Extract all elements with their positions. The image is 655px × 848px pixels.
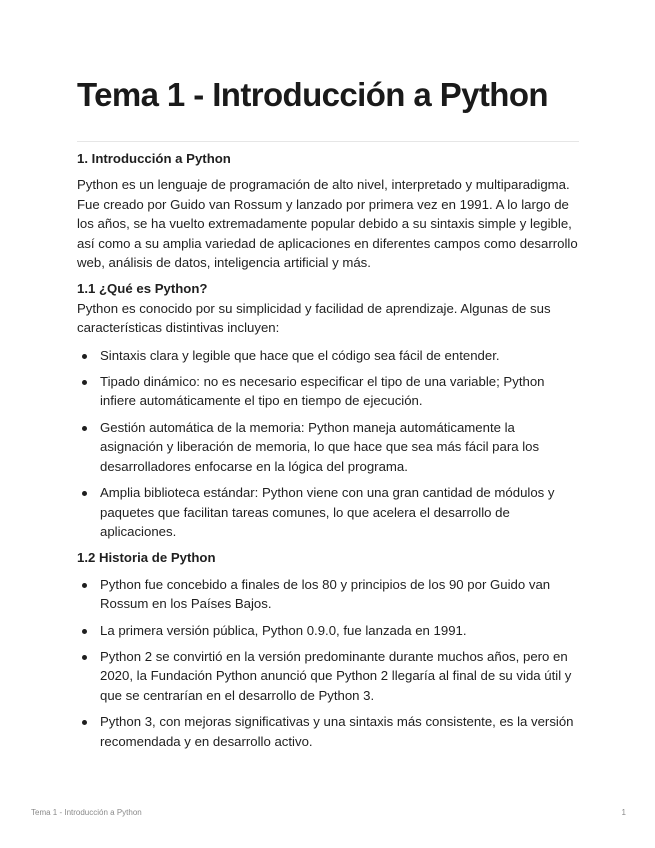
list-item: Gestión automática de la memoria: Python maneja automáticamente la asignación y liberación de memoria, lo que hace que sea más fácil para los desarrolladores enfocarse en la lógica del programa. bbox=[77, 418, 579, 476]
page-title: Tema 1 - Introducción a Python bbox=[77, 76, 548, 113]
list-item: Sintaxis clara y legible que hace que el código sea fácil de entender. bbox=[77, 346, 579, 365]
list-item: La primera versión pública, Python 0.9.0, fue lanzada en 1991. bbox=[77, 621, 579, 640]
list-item: Python 2 se convirtió en la versión predominante durante muchos años, pero en 2020, la Fundación Python anunció que Python 2 llegaría al final de su vida útil y que se centrarían en el desarrollo de Python 3. bbox=[77, 647, 579, 705]
section-1-1-list bbox=[77, 346, 579, 542]
section-1-1-heading: 1.1 ¿Qué es Python? bbox=[77, 281, 208, 297]
title-divider bbox=[77, 141, 579, 142]
footer-page-number: 1 bbox=[621, 808, 626, 817]
section-1-paragraph: Python es un lenguaje de programación de alto nivel, interpretado y multiparadigma. Fue creado por Guido van Rossum y lanzado por primera vez en 1991. A lo largo de los años, se ha vuelto extremadamente popular debido a su sintaxis simple y legible, así como a su amplia variedad de aplicaciones en diferentes campos como desarrollo web, análisis de datos, inteligencia artificial y más. bbox=[77, 177, 578, 271]
list-item: Tipado dinámico: no es necesario especificar el tipo de una variable; Python infiere automáticamente el tipo en tiempo de ejecución. bbox=[77, 372, 579, 411]
footer-document-title: Tema 1 - Introducción a Python bbox=[31, 808, 142, 817]
document-body bbox=[77, 149, 579, 751]
list-item: Amplia biblioteca estándar: Python viene con una gran cantidad de módulos y paquetes que facilitan tareas comunes, lo que acelera el desarrollo de aplicaciones. bbox=[77, 483, 579, 541]
list-item: Python fue concebido a finales de los 80 y principios de los 90 por Guido van Rossum en los Países Bajos. bbox=[77, 575, 579, 614]
section-1-1-paragraph: Python es conocido por su simplicidad y facilidad de aprendizaje. Algunas de sus características distintivas incluyen: bbox=[77, 300, 551, 336]
list-item: Python 3, con mejoras significativas y una sintaxis más consistente, es la versión recomendada y en desarrollo activo. bbox=[77, 712, 579, 751]
section-1-2-heading: 1.2 Historia de Python bbox=[77, 550, 216, 566]
section-1-heading: 1. Introducción a Python bbox=[77, 151, 231, 166]
section-1-2-list bbox=[77, 575, 579, 751]
